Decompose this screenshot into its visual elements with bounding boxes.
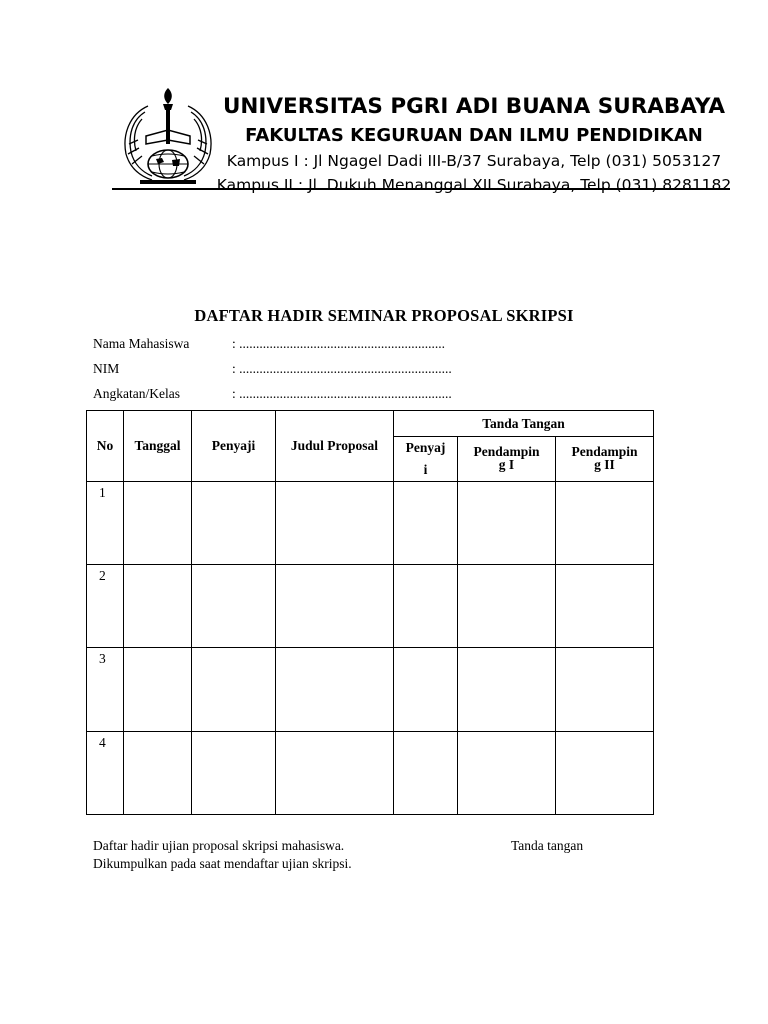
cell-tanggal[interactable] xyxy=(124,648,192,732)
field-value-nama[interactable]: : ............................................................. xyxy=(232,336,446,351)
cell-sign-pendamping-2[interactable] xyxy=(556,648,654,732)
cell-judul[interactable] xyxy=(276,565,394,648)
cell-penyaji[interactable] xyxy=(192,732,276,815)
campus-1-address: Kampus I : Jl Ngagel Dadi III-B/37 Surabaya, Telp (031) 5053127 xyxy=(226,152,722,170)
field-label-nim: NIM xyxy=(93,361,120,376)
campus-2-address: Kampus II : Jl. Dukuh Menanggal XII Surabaya, Telp (031) 8281182 xyxy=(216,176,732,194)
field-value-nim[interactable]: : ............................................................... xyxy=(232,361,452,376)
field-value-angkatan[interactable]: : ............................................................... xyxy=(232,386,452,401)
footer-note-1: Daftar hadir ujian proposal skripsi mahasiswa. xyxy=(93,838,345,853)
cell-sign-pendamping-1[interactable] xyxy=(458,732,556,815)
cell-penyaji[interactable] xyxy=(192,648,276,732)
header-no: No xyxy=(87,411,124,482)
cell-tanggal[interactable] xyxy=(124,565,192,648)
cell-sign-pendamping-1[interactable] xyxy=(458,482,556,565)
header-tanda-tangan: Tanda Tangan xyxy=(394,411,654,437)
header-tanggal: Tanggal xyxy=(124,411,192,482)
attendance-table xyxy=(86,410,654,815)
header-pendamping-2-line1: Pendampin xyxy=(571,443,638,459)
cell-penyaji[interactable] xyxy=(192,482,276,565)
cell-sign-pendamping-2[interactable] xyxy=(556,732,654,815)
header-pendamping-1-line2: g I xyxy=(498,457,515,473)
header-pendamping-2 xyxy=(556,437,654,482)
row-number: 1 xyxy=(87,482,124,565)
cell-judul[interactable] xyxy=(276,482,394,565)
cell-sign-pendamping-1[interactable] xyxy=(458,565,556,648)
table-row xyxy=(87,565,654,648)
cell-penyaji[interactable] xyxy=(192,565,276,648)
footer-note-2: Dikumpulkan pada saat mendaftar ujian skripsi. xyxy=(93,856,352,871)
header-penyaji: Penyaji xyxy=(192,411,276,482)
signature-label: Tanda tangan xyxy=(511,838,584,853)
field-label-angkatan: Angkatan/Kelas xyxy=(93,386,180,401)
university-logo xyxy=(118,84,218,188)
header-pendamping-1 xyxy=(458,437,556,482)
cell-sign-penyaji[interactable] xyxy=(394,648,458,732)
cell-tanggal[interactable] xyxy=(124,482,192,565)
university-name: UNIVERSITAS PGRI ADI BUANA SURABAYA xyxy=(222,94,726,119)
cell-sign-penyaji[interactable] xyxy=(394,732,458,815)
header-judul-proposal: Judul Proposal xyxy=(276,411,394,482)
header-sign-penyaji xyxy=(394,437,458,482)
header-pendamping-2-line2: g II xyxy=(594,457,615,473)
header-sign-penyaji-line2: i xyxy=(423,462,428,477)
header-pendamping-1-line1: Pendampin xyxy=(473,443,540,459)
cell-judul[interactable] xyxy=(276,732,394,815)
cell-judul[interactable] xyxy=(276,648,394,732)
document-title: DAFTAR HADIR SEMINAR PROPOSAL SKRIPSI xyxy=(194,306,574,325)
row-number: 3 xyxy=(87,648,124,732)
header-divider xyxy=(112,188,730,190)
cell-sign-pendamping-2[interactable] xyxy=(556,565,654,648)
header-sign-penyaji-line1: Penyaj xyxy=(405,440,446,455)
cell-sign-pendamping-1[interactable] xyxy=(458,648,556,732)
table-row xyxy=(87,732,654,815)
row-number: 4 xyxy=(87,732,124,815)
cell-tanggal[interactable] xyxy=(124,732,192,815)
cell-sign-penyaji[interactable] xyxy=(394,482,458,565)
faculty-name: FAKULTAS KEGURUAN DAN ILMU PENDIDIKAN xyxy=(245,125,703,146)
row-number: 2 xyxy=(87,565,124,648)
cell-sign-pendamping-2[interactable] xyxy=(556,482,654,565)
cell-sign-penyaji[interactable] xyxy=(394,565,458,648)
table-row xyxy=(87,648,654,732)
field-label-nama: Nama Mahasiswa xyxy=(93,336,190,351)
table-row xyxy=(87,482,654,565)
